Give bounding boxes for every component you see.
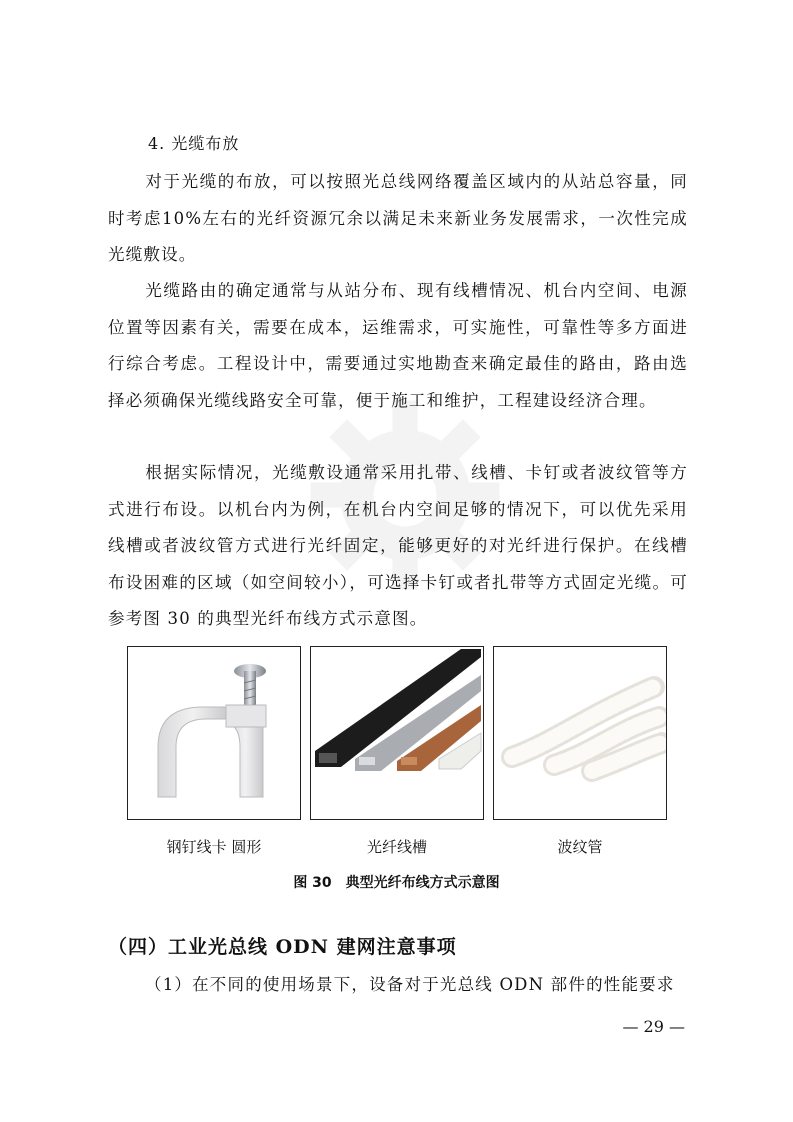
- figure-caption-fiber-raceway: 光纤线槽: [366, 838, 427, 856]
- figure-image-nail-clip: [127, 646, 301, 820]
- section-title: （四）工业光总线 ODN 建网注意事项: [108, 936, 457, 958]
- paragraph-4-text: （1）在不同的使用场景下，设备对于光总线 ODN 部件的性能要求: [145, 975, 675, 994]
- paragraph-1-text: 对于光缆的布放，可以按照光总线网络覆盖区域内的从站总容量，同时考虑10%左右的光纤资源冗余以满足未来新业务发展需求，一次性完成光缆敷设。: [108, 172, 688, 264]
- paragraph-1: [108, 164, 688, 274]
- figure-caption-corrugated-tube: 波纹管: [557, 838, 603, 856]
- subsection-heading: 4. 光缆布放: [148, 134, 240, 153]
- figure-image-fiber-raceway: [310, 646, 484, 820]
- paragraph-4: [108, 967, 688, 1004]
- page-number: — 29 —: [622, 1017, 685, 1036]
- paragraph-3-text: 根据实际情况，光缆敷设通常采用扎带、线槽、卡钉或者波纹管等方式进行布设。以机台内为例，在机台内空间足够的情况下，可以优先采用线槽或者波纹管方式进行光纤固定，能够更好的对光纤进行保护。在线槽布设困难的区域（如空间较小），可选择卡钉或者扎带等方式固定光缆。可参考图 30 的典型光纤布线方式示意图。: [108, 463, 688, 628]
- paragraph-2: [108, 273, 688, 419]
- figure-30: [127, 646, 667, 820]
- nail-clip-icon: [128, 647, 300, 819]
- paragraph-3: [108, 455, 688, 638]
- corrugated-tube-icon: [494, 647, 666, 819]
- figure-image-corrugated-tube: [493, 646, 667, 820]
- fiber-raceway-icon: [311, 647, 483, 819]
- figure-title: 图 30 典型光纤布线方式示意图: [293, 875, 500, 891]
- paragraph-2-text: 光缆路由的确定通常与从站分布、现有线槽情况、机台内空间、电源位置等因素有关，需要在成本，运维需求，可实施性，可靠性等多方面进行综合考虑。工程设计中，需要通过实地勘查来确定最佳的路由，路由选择必须确保光缆线路安全可靠，便于施工和维护，工程建设经济合理。: [108, 281, 688, 410]
- figure-caption-nail-clip: 钢钉线卡 圆形: [166, 838, 262, 856]
